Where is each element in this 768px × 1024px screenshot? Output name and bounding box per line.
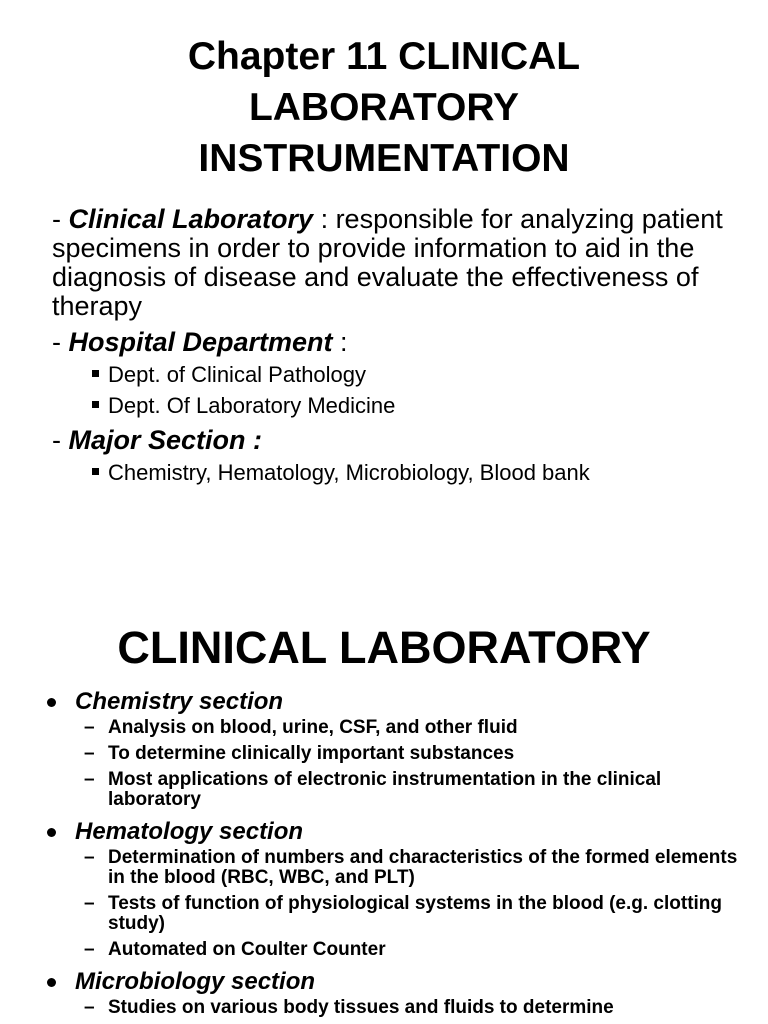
- dash-bullet-icon: –: [84, 847, 95, 868]
- dash-bullet-icon: –: [84, 893, 95, 914]
- section-detail: [0, 894, 768, 934]
- round-bullet-icon: [47, 698, 56, 707]
- dash-bullet-icon: –: [84, 997, 95, 1018]
- section-heading: [0, 966, 768, 998]
- chapter-title-line-3: INSTRUMENTATION: [198, 137, 570, 180]
- dash-bullet-icon: –: [84, 769, 95, 790]
- section-heading-label: Hematology section: [75, 818, 304, 845]
- square-bullet-icon: [92, 401, 99, 408]
- section-detail: [0, 940, 768, 960]
- section-heading-label: Chemistry section: [75, 688, 284, 715]
- major-prefix: -: [52, 425, 69, 455]
- round-bullet-icon: [47, 978, 56, 987]
- section-list: [0, 686, 768, 1024]
- section-detail-text: Determination of numbers and characteristics of the formed elements in the blood (RBC, WBC, and PLT): [108, 847, 738, 888]
- hospital-item-label: Dept. of Clinical Pathology: [108, 362, 367, 387]
- section-detail-text: Automated on Coulter Counter: [108, 939, 386, 960]
- intro-text: : responsible for analyzing patient specimens in order to provide information to aid in the diagnosis of disease and evaluate the effectiveness of therapy: [52, 204, 723, 321]
- hospital-term: Hospital Department: [68, 327, 333, 357]
- hospital-department-heading: [52, 327, 348, 357]
- section-detail-text: Most applications of electronic instrumentation in the clinical laboratory: [108, 769, 662, 810]
- intro-term: Clinical Laboratory: [68, 204, 314, 234]
- major-term: Major Section :: [68, 425, 263, 455]
- hospital-item: [92, 393, 395, 419]
- section-detail-text: Analysis on blood, urine, CSF, and other fluid: [108, 717, 518, 738]
- section-heading: [0, 686, 768, 718]
- intro-prefix: -: [52, 204, 69, 234]
- square-bullet-icon: [92, 370, 99, 377]
- major-section-heading: [52, 425, 262, 455]
- section-detail-text: Studies on various body tissues and fluids to determine: [108, 997, 614, 1018]
- slide-2: [0, 560, 768, 1024]
- clinical-laboratory-definition: [52, 205, 752, 321]
- hospital-suffix: :: [332, 327, 348, 357]
- hospital-prefix: -: [52, 327, 69, 357]
- section-heading-label: Microbiology section: [75, 968, 316, 995]
- chapter-title-line-1: Chapter 11 CLINICAL: [187, 35, 581, 78]
- dash-bullet-icon: –: [84, 717, 95, 738]
- square-bullet-icon: [92, 468, 99, 475]
- section-detail: [0, 744, 768, 764]
- chapter-title-line-2: LABORATORY: [248, 86, 520, 129]
- chapter-title: [0, 31, 768, 184]
- major-item: [92, 460, 590, 486]
- section-item-chemistry: [0, 686, 768, 810]
- dash-bullet-icon: –: [84, 939, 95, 960]
- section-item-hematology: [0, 816, 768, 960]
- hospital-item: [92, 362, 366, 388]
- section-item-microbiology: [0, 966, 768, 1018]
- section-detail: [0, 848, 768, 888]
- clinical-laboratory-title: CLINICAL LABORATORY: [117, 622, 651, 673]
- section-detail-text: To determine clinically important substances: [108, 743, 515, 764]
- dash-bullet-icon: –: [84, 743, 95, 764]
- section-detail: [0, 770, 768, 810]
- section-heading: [0, 816, 768, 848]
- section-detail-text: Tests of function of physiological systems in the blood (e.g. clotting study): [108, 893, 723, 934]
- section-detail: [0, 718, 768, 738]
- major-item-label: Chemistry, Hematology, Microbiology, Blood bank: [108, 460, 590, 485]
- hospital-item-label: Dept. Of Laboratory Medicine: [108, 393, 396, 418]
- section-detail: [0, 998, 768, 1018]
- round-bullet-icon: [47, 828, 56, 837]
